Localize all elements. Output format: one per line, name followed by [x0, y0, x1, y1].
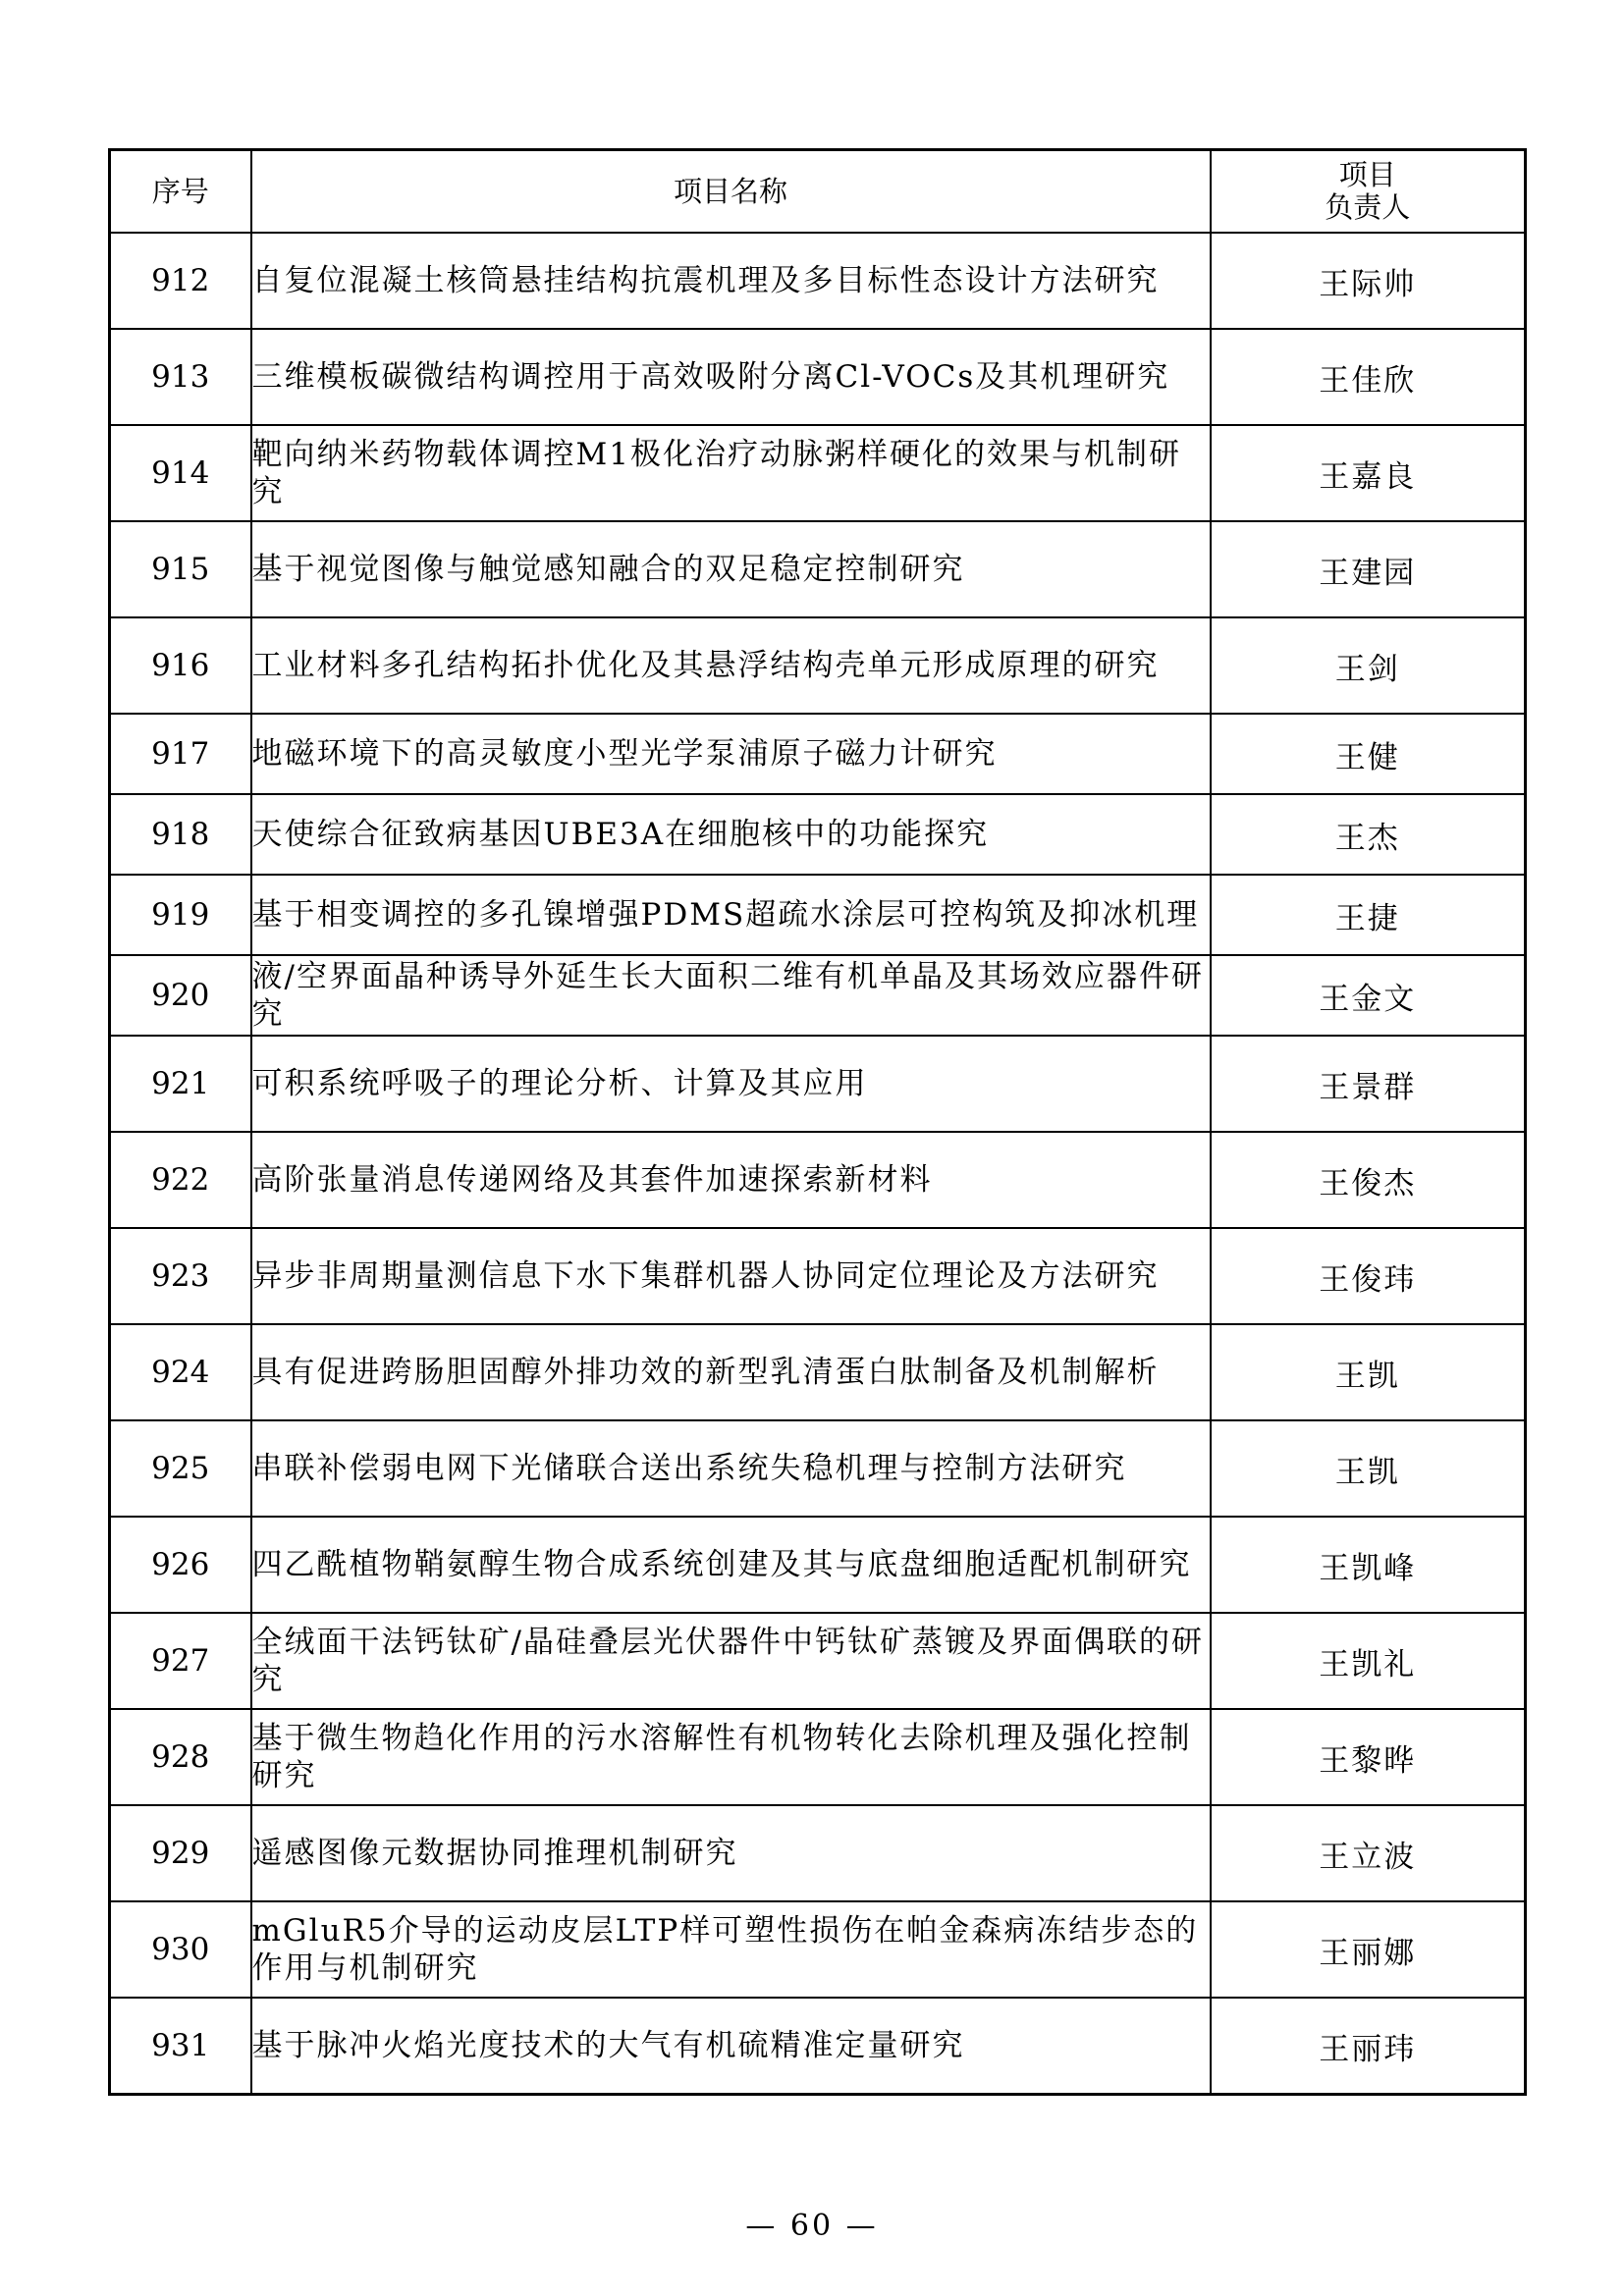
row-serial: 923 — [110, 1228, 251, 1324]
header-lead-line1: 项目 — [1338, 158, 1396, 191]
row-project-title: 天使综合征致病基因UBE3A在细胞核中的功能探究 — [251, 794, 1211, 875]
row-project-title: 四乙酰植物鞘氨醇生物合成系统创建及其与底盘细胞适配机制研究 — [251, 1517, 1211, 1613]
row-project-title: 靶向纳米药物载体调控M1极化治疗动脉粥样硬化的效果与机制研究 — [251, 425, 1211, 521]
table-row — [110, 425, 1526, 521]
row-project-lead: 王立波 — [1211, 1805, 1526, 1901]
row-project-title: 高阶张量消息传递网络及其套件加速探索新材料 — [251, 1132, 1211, 1228]
row-project-lead: 王景群 — [1211, 1036, 1526, 1132]
row-serial: 920 — [110, 955, 251, 1036]
row-serial: 919 — [110, 875, 251, 955]
row-project-title: 串联补偿弱电网下光储联合送出系统失稳机理与控制方法研究 — [251, 1420, 1211, 1517]
header-project-lead — [1211, 150, 1526, 234]
table-row — [110, 1901, 1526, 1998]
row-project-title: 基于脉冲火焰光度技术的大气有机硫精准定量研究 — [251, 1998, 1211, 2095]
row-project-lead: 王黎晔 — [1211, 1709, 1526, 1805]
row-project-lead: 王捷 — [1211, 875, 1526, 955]
row-project-lead: 王丽玮 — [1211, 1998, 1526, 2095]
row-project-lead: 王佳欣 — [1211, 329, 1526, 425]
row-project-lead: 王嘉良 — [1211, 425, 1526, 521]
row-serial: 921 — [110, 1036, 251, 1132]
row-project-title: 全绒面干法钙钛矿/晶硅叠层光伏器件中钙钛矿蒸镀及界面偶联的研究 — [251, 1613, 1211, 1709]
row-serial: 914 — [110, 425, 251, 521]
table-row — [110, 521, 1526, 617]
header-serial: 序号 — [110, 150, 251, 234]
row-serial: 913 — [110, 329, 251, 425]
table-header-row — [110, 150, 1526, 234]
row-project-lead: 王俊杰 — [1211, 1132, 1526, 1228]
header-lead-line2: 负责人 — [1325, 190, 1411, 224]
table-row — [110, 1998, 1526, 2095]
row-project-lead: 王剑 — [1211, 617, 1526, 714]
row-project-title: 基于微生物趋化作用的污水溶解性有机物转化去除机理及强化控制研究 — [251, 1709, 1211, 1805]
row-project-lead: 王健 — [1211, 714, 1526, 794]
row-serial: 918 — [110, 794, 251, 875]
row-serial: 925 — [110, 1420, 251, 1517]
table-row — [110, 794, 1526, 875]
table-row — [110, 1324, 1526, 1420]
row-project-title: 自复位混凝土核筒悬挂结构抗震机理及多目标性态设计方法研究 — [251, 233, 1211, 329]
header-project-name: 项目名称 — [251, 150, 1211, 234]
row-project-title: 具有促进跨肠胆固醇外排功效的新型乳清蛋白肽制备及机制解析 — [251, 1324, 1211, 1420]
table-row — [110, 714, 1526, 794]
table-row — [110, 329, 1526, 425]
table-row — [110, 1036, 1526, 1132]
row-serial: 929 — [110, 1805, 251, 1901]
row-project-lead: 王凯礼 — [1211, 1613, 1526, 1709]
row-serial: 915 — [110, 521, 251, 617]
row-project-lead: 王建园 — [1211, 521, 1526, 617]
row-project-lead: 王凯 — [1211, 1324, 1526, 1420]
table-row — [110, 1132, 1526, 1228]
row-project-title: 异步非周期量测信息下水下集群机器人协同定位理论及方法研究 — [251, 1228, 1211, 1324]
row-project-lead: 王际帅 — [1211, 233, 1526, 329]
row-project-lead: 王凯峰 — [1211, 1517, 1526, 1613]
row-project-lead: 王丽娜 — [1211, 1901, 1526, 1998]
table-row — [110, 1228, 1526, 1324]
table-row — [110, 1709, 1526, 1805]
project-table — [108, 148, 1527, 2096]
row-serial: 926 — [110, 1517, 251, 1613]
row-project-title: 基于相变调控的多孔镍增强PDMS超疏水涂层可控构筑及抑冰机理 — [251, 875, 1211, 955]
table-row — [110, 1420, 1526, 1517]
row-project-title: 基于视觉图像与触觉感知融合的双足稳定控制研究 — [251, 521, 1211, 617]
table-row — [110, 955, 1526, 1036]
row-serial: 930 — [110, 1901, 251, 1998]
row-serial: 916 — [110, 617, 251, 714]
row-project-title: 液/空界面晶种诱导外延生长大面积二维有机单晶及其场效应器件研究 — [251, 955, 1211, 1036]
page-number: — 60 — — [745, 2209, 879, 2243]
table-row — [110, 1805, 1526, 1901]
row-project-title: mGluR5介导的运动皮层LTP样可塑性损伤在帕金森病冻结步态的作用与机制研究 — [251, 1901, 1211, 1998]
row-project-lead: 王金文 — [1211, 955, 1526, 1036]
row-serial: 917 — [110, 714, 251, 794]
row-project-title: 地磁环境下的高灵敏度小型光学泵浦原子磁力计研究 — [251, 714, 1211, 794]
row-project-title: 工业材料多孔结构拓扑优化及其悬浮结构壳单元形成原理的研究 — [251, 617, 1211, 714]
row-serial: 924 — [110, 1324, 251, 1420]
row-serial: 931 — [110, 1998, 251, 2095]
table-row — [110, 875, 1526, 955]
row-project-lead: 王杰 — [1211, 794, 1526, 875]
row-project-title: 可积系统呼吸子的理论分析、计算及其应用 — [251, 1036, 1211, 1132]
table-row — [110, 233, 1526, 329]
table-row — [110, 1613, 1526, 1709]
row-project-title: 三维模板碳微结构调控用于高效吸附分离Cl-VOCs及其机理研究 — [251, 329, 1211, 425]
row-project-lead: 王俊玮 — [1211, 1228, 1526, 1324]
row-serial: 928 — [110, 1709, 251, 1805]
row-serial: 927 — [110, 1613, 251, 1709]
row-project-title: 遥感图像元数据协同推理机制研究 — [251, 1805, 1211, 1901]
table-row — [110, 1517, 1526, 1613]
table-row — [110, 617, 1526, 714]
row-project-lead: 王凯 — [1211, 1420, 1526, 1517]
row-serial: 922 — [110, 1132, 251, 1228]
row-serial: 912 — [110, 233, 251, 329]
